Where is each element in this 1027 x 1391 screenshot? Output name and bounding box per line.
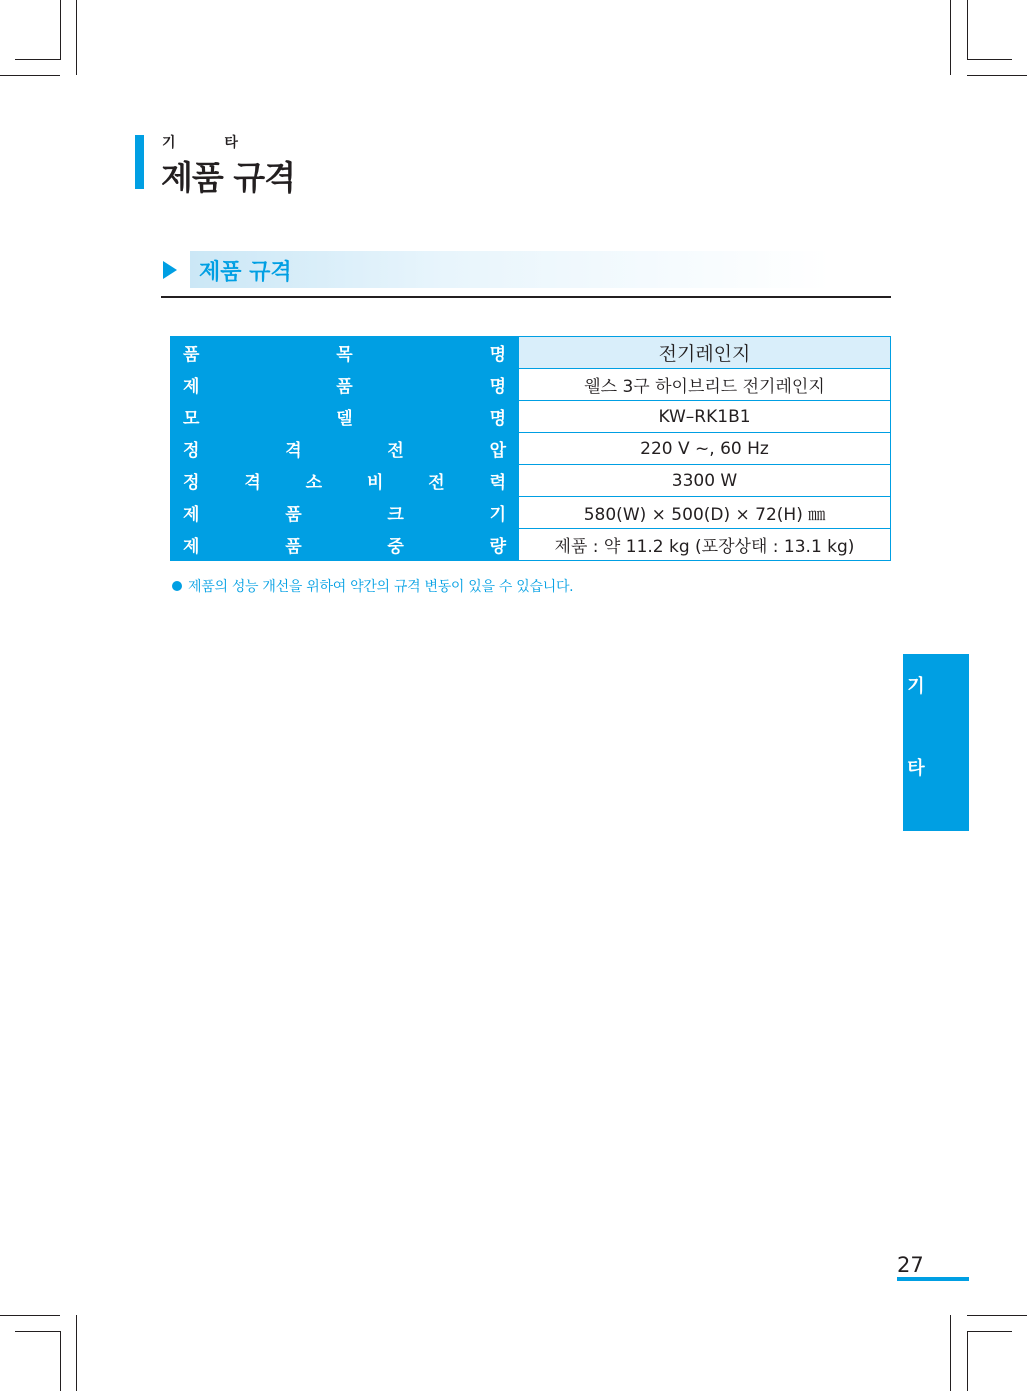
spec-value: 3300 W xyxy=(519,465,891,497)
spec-value: KW–RK1B1 xyxy=(519,401,891,433)
spec-value: 제품 : 약 11.2 kg (포장상태 : 13.1 kg) xyxy=(519,529,891,561)
page-title: 제품 규격 xyxy=(161,158,296,197)
spec-label-char: 량 xyxy=(489,537,506,557)
crop-mark xyxy=(967,59,1012,60)
crop-mark xyxy=(15,59,60,60)
spec-label-char: 명 xyxy=(489,409,506,429)
spec-label-char: 제 xyxy=(183,505,200,525)
spec-label xyxy=(183,436,506,461)
spec-label-char: 품 xyxy=(183,345,200,365)
crop-mark xyxy=(967,0,968,60)
spec-row xyxy=(171,369,891,401)
spec-label-char: 제 xyxy=(183,537,200,557)
spec-label-char: 모 xyxy=(183,409,200,429)
spec-row xyxy=(171,529,891,561)
spec-label-char: 격 xyxy=(285,441,302,461)
spec-label-cell xyxy=(171,529,519,561)
crop-mark xyxy=(950,1315,951,1391)
spec-label-char: 품 xyxy=(336,377,353,397)
spec-label-cell xyxy=(171,433,519,465)
spec-label-char: 품 xyxy=(285,537,302,557)
page-number-underline xyxy=(897,1277,969,1281)
spec-row xyxy=(171,337,891,369)
spec-note-text: 제품의 성능 개선을 위하여 약간의 규격 변동이 있을 수 있습니다. xyxy=(188,579,574,595)
spec-label-char: 전 xyxy=(428,473,445,493)
side-chapter-tab xyxy=(903,654,969,831)
spec-row xyxy=(171,401,891,433)
spec-label-char: 명 xyxy=(489,345,506,365)
spec-label xyxy=(183,404,506,429)
crop-mark xyxy=(0,75,60,76)
crop-mark xyxy=(76,0,77,75)
spec-label xyxy=(183,340,506,365)
spec-row xyxy=(171,433,891,465)
spec-label-char: 정 xyxy=(183,473,200,493)
crop-mark xyxy=(76,1315,77,1391)
spec-label-char: 제 xyxy=(183,377,200,397)
triangle-bullet-icon xyxy=(163,261,177,279)
crop-mark xyxy=(967,1331,1012,1332)
spec-row xyxy=(171,497,891,529)
spec-value: 웰스 3구 하이브리드 전기레인지 xyxy=(519,369,891,401)
spec-label-cell xyxy=(171,337,519,369)
spec-label-char: 델 xyxy=(336,409,353,429)
spec-table-body xyxy=(171,337,891,561)
crop-mark xyxy=(60,1331,61,1391)
spec-value: 전기레인지 xyxy=(519,337,891,369)
crop-mark xyxy=(967,1331,968,1391)
page-number: 27 xyxy=(897,1253,924,1277)
spec-label-char: 기 xyxy=(489,505,506,525)
spec-label-char: 정 xyxy=(183,441,200,461)
spec-label-char: 력 xyxy=(489,473,506,493)
spec-label xyxy=(183,372,506,397)
side-tab-char: 기 xyxy=(907,676,925,697)
spec-label-cell xyxy=(171,401,519,433)
bullet-dot-icon xyxy=(172,581,182,591)
spec-table xyxy=(170,336,891,561)
section-title: 제품 규격 xyxy=(199,260,292,285)
spec-label-char: 품 xyxy=(285,505,302,525)
side-tab-char: 타 xyxy=(907,758,925,779)
spec-label-char: 크 xyxy=(387,505,404,525)
spec-label-char: 비 xyxy=(366,473,384,493)
spec-label-char: 소 xyxy=(305,473,323,493)
spec-value: 580(W) × 500(D) × 72(H) ㎜ xyxy=(519,497,891,529)
crop-mark xyxy=(950,0,951,75)
spec-label-char: 압 xyxy=(489,441,506,461)
title-accent-bar xyxy=(135,135,144,189)
section-divider xyxy=(161,296,891,298)
spec-label-char: 격 xyxy=(244,473,261,493)
spec-label-char: 전 xyxy=(387,441,404,461)
spec-label xyxy=(183,532,506,557)
spec-value: 220 V ~, 60 Hz xyxy=(519,433,891,465)
spec-row xyxy=(171,465,891,497)
spec-label-char: 명 xyxy=(489,377,506,397)
spec-label-cell xyxy=(171,369,519,401)
spec-label-cell xyxy=(171,465,519,497)
category-label: 기 타 xyxy=(162,135,260,151)
spec-note xyxy=(172,576,573,596)
crop-mark xyxy=(967,1315,1027,1316)
crop-mark xyxy=(15,1331,60,1332)
crop-mark xyxy=(0,1315,60,1316)
spec-label-cell xyxy=(171,497,519,529)
spec-label-char: 목 xyxy=(336,345,353,365)
crop-mark xyxy=(60,0,61,60)
crop-mark xyxy=(967,75,1027,76)
spec-label xyxy=(183,468,506,493)
spec-label xyxy=(183,500,506,525)
spec-label-char: 중 xyxy=(387,537,404,557)
